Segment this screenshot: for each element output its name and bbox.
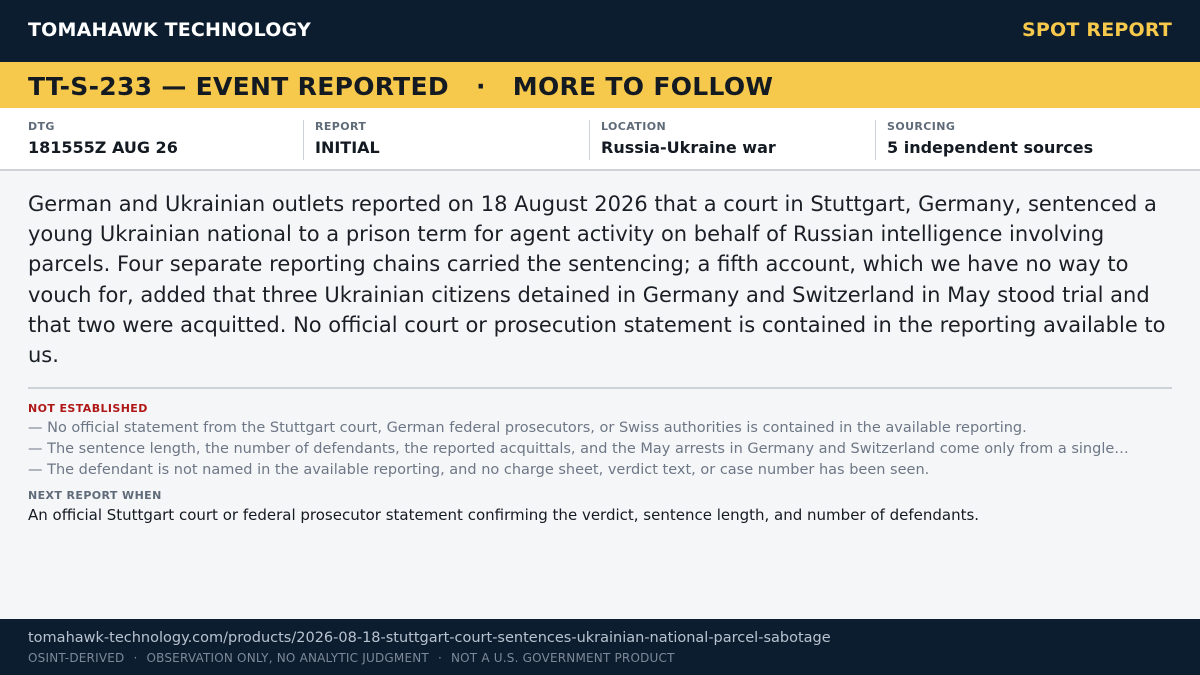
meta-value: Russia-Ukraine war — [601, 138, 776, 157]
meta-value: 5 independent sources — [887, 138, 1094, 157]
meta-label: DTG — [28, 120, 55, 133]
metadata-strip — [0, 108, 1200, 171]
meta-sourcing — [875, 120, 1093, 160]
list-item: — No official statement from the Stuttgart court, German federal prosecutors, or Swiss authorities is contained in the available reporting. — [28, 420, 1027, 436]
next-report-text: An official Stuttgart court or federal prosecutor statement confirming the verdict, sentence length, and number of defendants. — [28, 506, 980, 524]
top-header-bar — [0, 0, 1200, 62]
next-report-heading: NEXT REPORT WHEN — [28, 489, 162, 502]
footer-tag: NOT A U.S. GOVERNMENT PRODUCT — [450, 651, 675, 665]
list-item: — The sentence length, the number of defendants, the reported acquittals, and the May arrests in Germany and Switzerland come only from a single… — [28, 441, 1129, 457]
status-banner — [0, 62, 1200, 108]
meta-dtg — [28, 120, 178, 160]
list-item: — The defendant is not named in the available reporting, and no charge sheet, verdict text, or case number has been seen. — [28, 462, 930, 478]
meta-value: INITIAL — [315, 138, 380, 157]
meta-value: 181555Z AUG 26 — [28, 138, 178, 157]
section-divider — [28, 387, 1172, 389]
meta-report — [303, 120, 380, 160]
not-established-heading: NOT ESTABLISHED — [28, 402, 148, 415]
report-body: German and Ukrainian outlets reported on 18 August 2026 that a court in Stuttgart, Germany, sentenced a young Ukrainian national to a prison term for agent activity on behalf of Russian intelligence involving parcels. Four separate reporting chains carried the sentencing; a fifth account, which we have no way to vouch for, added that three Ukrainian citizens detained in Germany and Switzerland in May stood trial and that two were acquitted. No official court or prosecution statement is contained in the reporting available to us. — [28, 192, 1166, 368]
not-established-list — [28, 418, 1172, 481]
meta-label: LOCATION — [601, 120, 667, 133]
footer-tag: OSINT-DERIVED — [28, 651, 125, 665]
report-type-label: SPOT REPORT — [1022, 19, 1172, 41]
meta-location — [589, 120, 776, 160]
separator-dot: · — [133, 651, 138, 665]
footer-tags — [28, 651, 675, 665]
brand-name: TOMAHAWK TECHNOLOGY — [28, 19, 311, 41]
footer-tag: OBSERVATION ONLY, NO ANALYTIC JUDGMENT — [146, 651, 429, 665]
separator-dot: · — [437, 651, 442, 665]
meta-label: REPORT — [315, 120, 367, 133]
report-id-status: TT-S-233 — EVENT REPORTED · MORE TO FOLLOW — [28, 72, 774, 101]
footer-bar — [0, 619, 1200, 675]
meta-label: SOURCING — [887, 120, 956, 133]
product-url[interactable]: tomahawk-technology.com/products/2026-08-18-stuttgart-court-sentences-ukrainian-national-parcel-sabotage — [28, 630, 831, 646]
